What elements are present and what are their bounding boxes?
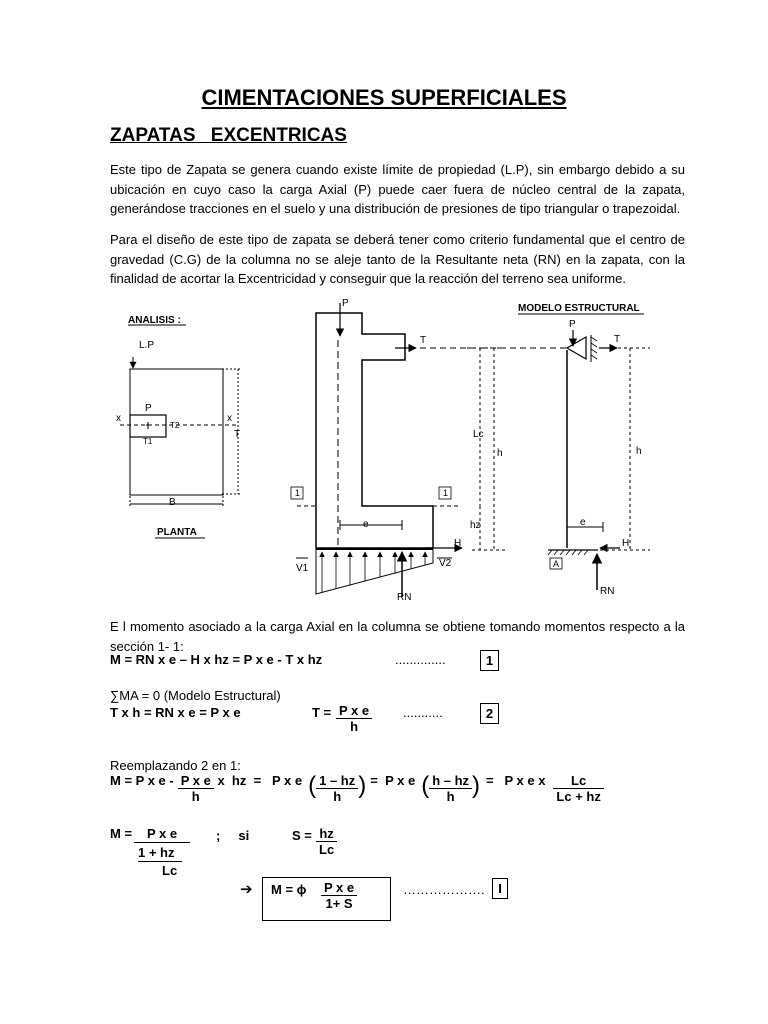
equation-2: T x h = RN x e = P x e [110, 705, 241, 720]
equation-4-s: S = [292, 828, 312, 843]
model-h-label: h [636, 446, 642, 457]
equation-4-numerator: P x e [146, 826, 178, 841]
plan-t1-label: T1 [143, 437, 153, 446]
planta-label: PLANTA [157, 527, 197, 538]
plan-b-label: B [169, 497, 176, 508]
eq3-frac1-den: h [191, 789, 200, 804]
equation-3: M = P x e - $\frac{\text{P x e}}{h}$ x hz = P x e ( $\frac{1 - hz}{h}$ ) = P x e ( $\frac{h - hz}{h}$ ) = P x e x $\frac{Lc}{Lc + hz}$ [110, 773, 604, 809]
result-box [262, 877, 391, 921]
eq3-frac4-den: Lc + hz [556, 789, 601, 804]
equation-2-fraction [336, 703, 372, 734]
eq3-mid: x hz = P x e [213, 773, 303, 788]
plan-t2-label: T2 [170, 421, 180, 430]
equation-5-dots: ………………. [403, 882, 485, 897]
section-hz-label: hz [470, 520, 481, 531]
eq4-s-den: Lc [319, 842, 335, 857]
model-p-label: P [569, 319, 576, 330]
eq3-frac3-den: h [446, 789, 455, 804]
eq3-frac4 [553, 773, 603, 804]
eq3-frac3 [429, 773, 472, 804]
section-h-label: h [497, 448, 503, 459]
equation-2-dots: ........... [403, 705, 443, 720]
model-h-force-label: H [622, 538, 630, 549]
section-lc-label: Lc [473, 429, 484, 440]
section-p-label: P [342, 298, 349, 309]
eq3-frac2-den: h [333, 789, 342, 804]
equation-2-denominator: h [350, 719, 359, 734]
equation-4-s-frac [316, 826, 337, 857]
plan-x-left: x [116, 413, 121, 424]
equation-2-number: 2 [480, 703, 499, 724]
arrow-icon: ➔ [240, 881, 253, 898]
equation-4-bar [134, 842, 190, 843]
eq3-frac1-num: P x e [178, 773, 214, 789]
equation-4-m: M = [110, 826, 133, 841]
v2-label: V2 [439, 558, 452, 569]
model-e-label: e [580, 517, 586, 528]
eq3-end: = P x e x [486, 773, 546, 788]
eq3-frac2-num: 1 – hz [316, 773, 358, 789]
eq3-frac3-num: h – hz [429, 773, 472, 789]
section-t-label: T [420, 335, 427, 346]
equation-4-den-top: 1 + hz [138, 845, 175, 860]
equation-4-sep: ; si [216, 828, 250, 843]
equation-2-label: ∑MA = 0 (Modelo Estructural) [110, 688, 281, 703]
section-rn-label: RN [397, 592, 412, 603]
plan-t-label: T [234, 429, 241, 440]
section-h-force-label: H [454, 538, 462, 549]
pressure-diagram [316, 549, 433, 594]
section-mark-1-left: 1 [295, 488, 301, 498]
modelo-label: MODELO ESTRUCTURAL [518, 303, 640, 314]
model-rn-label: RN [600, 586, 615, 597]
eq3-m: M = P x e - [110, 773, 174, 788]
paragraph-3: E l momento asociado a la carga Axial en la columna se obtiene tomando momentos respecto a la sección 1- 1: [110, 619, 685, 654]
equation-1-number: 1 [480, 650, 499, 671]
paragraph-2: Para el diseño de este tipo de zapata se deberá tener como criterio fundamental que el centro de gravedad (C.G) de la columna no se aleje tanto de la Resultante neta (RN) en la zapata, con la finalidad de acortar la Excentricidad y conseguir que la reacción del terreno sea uniforme. [110, 232, 685, 286]
equation-4-bar2 [138, 861, 182, 862]
eq4-s-num: hz [316, 826, 337, 842]
equation-2-lhs: T = [312, 705, 332, 720]
equation-1: M = RN x e – H x hz = P x e - T x hz [110, 652, 323, 667]
equation-3-label: Reemplazando 2 en 1: [110, 758, 241, 773]
equation-5-number: I [492, 878, 508, 899]
structural-figure [0, 290, 768, 610]
equation-2-numerator: P x e [336, 703, 372, 719]
result-den: 1+ S [325, 896, 353, 911]
page-title: CIMENTACIONES SUPERFICIALES [201, 85, 567, 110]
eq3-frac2 [316, 773, 358, 804]
model-t-label: T [614, 334, 621, 345]
section-subtitle: ZAPATAS EXCENTRICAS [110, 125, 347, 146]
plan-footing-outline [130, 369, 223, 495]
model-a-label: A [553, 559, 560, 569]
analisis-label: ANALISIS : [128, 315, 181, 326]
eq3-frac4-num: Lc [553, 773, 603, 789]
section-e-label: e [363, 519, 369, 530]
plan-x-right: x [227, 413, 232, 424]
eq3-frac1 [178, 773, 214, 804]
result-m: M = ϕ [271, 882, 307, 897]
paragraph-1: Este tipo de Zapata se genera cuando existe límite de propiedad (L.P), sin embargo debido a su ubicación en cuyo caso la carga Axial (P) puede caer fuera de núcleo central de la zapata, generándose tracciones en el suelo y una distribución de presiones de tipo triangular o trapezoidal. [110, 162, 685, 216]
eq3-eqpe: = P x e [370, 773, 416, 788]
model-pin-support [567, 337, 586, 359]
lp-label: L.P [139, 340, 155, 351]
result-frac [321, 880, 357, 911]
equation-4-den-bottom: Lc [162, 863, 178, 878]
plan-p-label: P [145, 403, 152, 414]
section-mark-1-right: 1 [443, 488, 449, 498]
v1-label: V1 [296, 563, 309, 574]
equation-1-dots: .............. [395, 652, 446, 667]
result-num: P x e [321, 880, 357, 896]
